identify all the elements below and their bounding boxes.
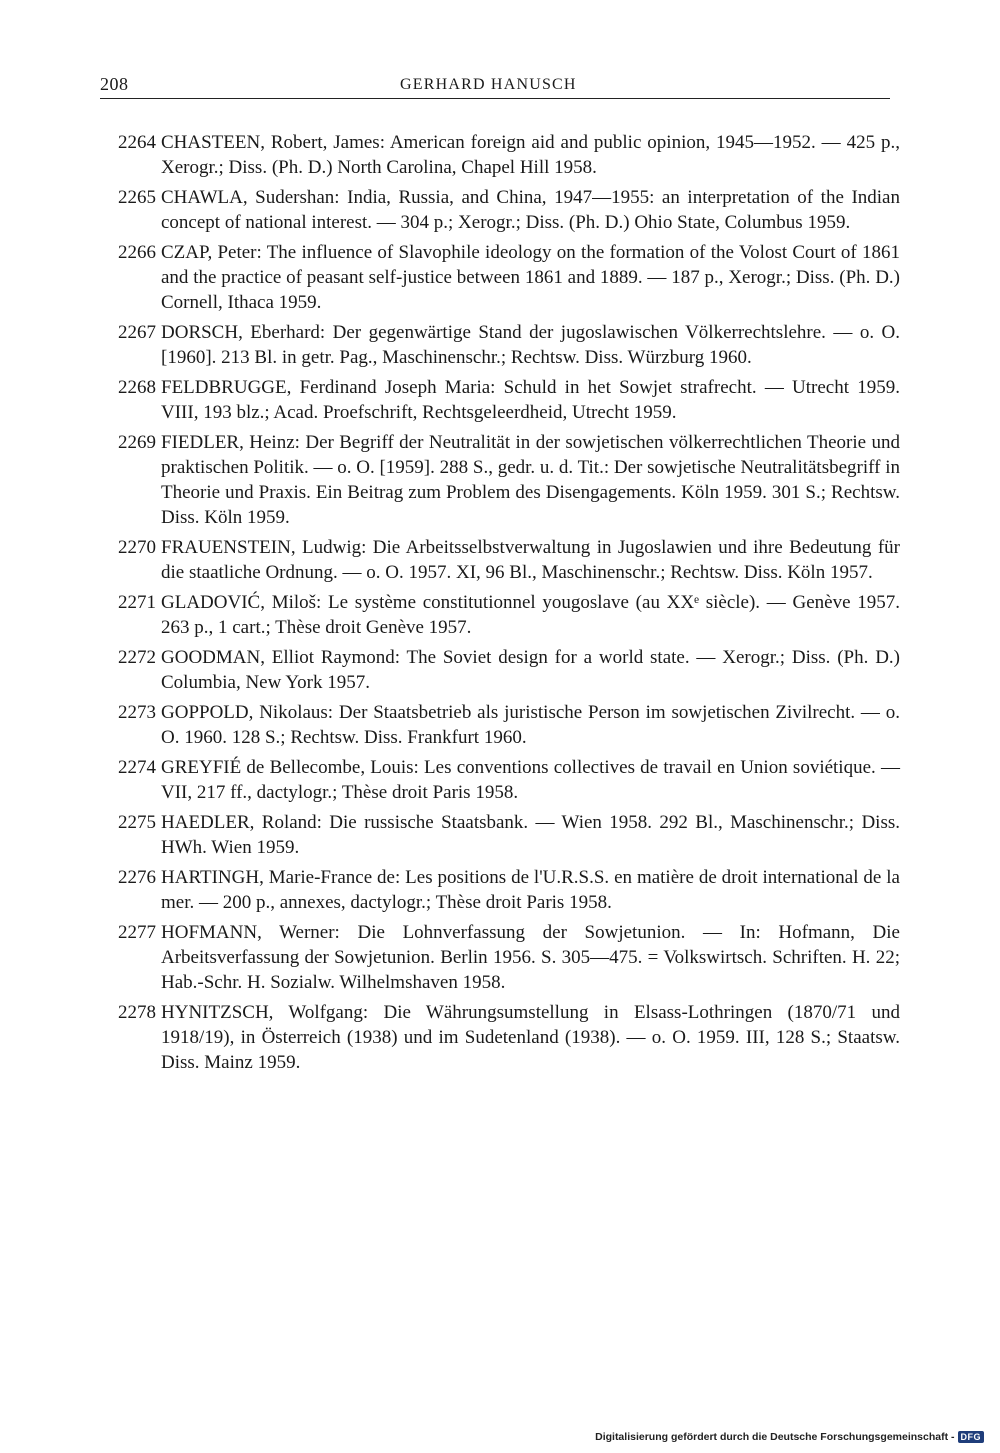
entry-text: DORSCH, Eberhard: Der gegenwärtige Stand der jugoslawischen Völkerrechtslehre. — o. O. [1960]. 213 Bl. in getr. Pag., Maschinenschr.; Rechtsw. Diss. Würzburg 1960. [161, 322, 900, 368]
entry-number: 2273 [118, 702, 156, 723]
bibliography-entry [100, 590, 900, 640]
entry-number: 2278 [118, 1002, 156, 1023]
entry-number: 2270 [118, 537, 156, 558]
bibliography-entry [100, 810, 900, 860]
bibliography-entry [100, 185, 900, 235]
bibliography-entry [100, 865, 900, 915]
entry-text: GOODMAN, Elliot Raymond: The Soviet design for a world state. — Xerogr.; Diss. (Ph. D.) Columbia, New York 1957. [161, 647, 900, 693]
entry-text: HAEDLER, Roland: Die russische Staatsbank. — Wien 1958. 292 Bl., Maschinenschr.; Diss. HWh. Wien 1959. [161, 812, 900, 858]
bibliography-entry [100, 430, 900, 530]
entry-text: CZAP, Peter: The influence of Slavophile ideology on the formation of the Volost Court of 1861 and the practice of peasant self-justice between 1861 and 1889. — 187 p., Xerogr.; Diss. (Ph. D.) Cornell, Ithaca 1959. [161, 242, 900, 313]
bibliography-entry [100, 535, 900, 585]
entry-number: 2277 [118, 922, 156, 943]
entry-text: HARTINGH, Marie-France de: Les positions de l'U.R.S.S. en matière de droit international de la mer. — 200 p., annexes, dactylogr.; Thèse droit Paris 1958. [161, 867, 900, 913]
entry-text: CHASTEEN, Robert, James: American foreign aid and public opinion, 1945—1952. — 425 p., Xerogr.; Diss. (Ph. D.) North Carolina, Chapel Hill 1958. [161, 132, 900, 178]
entry-number: 2272 [118, 647, 156, 668]
entry-text: CHAWLA, Sudershan: India, Russia, and China, 1947—1955: an interpretation of the Indian concept of national interest. — 304 p.; Xerogr.; Diss. (Ph. D.) Ohio State, Columbus 1959. [161, 187, 900, 233]
entry-text: FRAUENSTEIN, Ludwig: Die Arbeitsselbstverwaltung in Jugoslawien und ihre Bedeutung für die staatliche Ordnung. — o. O. 1957. XI, 96 Bl., Maschinenschr.; Rechtsw. Diss. Köln 1957. [161, 537, 900, 583]
entry-text: HOFMANN, Werner: Die Lohnverfassung der Sowjetunion. — In: Hofmann, Die Arbeitsverfassung der Sowjetunion. Berlin 1956. S. 305—475. = Volkswirtsch. Schriften. H. 22; Hab.-Schr. H. Sozialw. Wilhelmshaven 1958. [161, 922, 900, 993]
entry-text: FIEDLER, Heinz: Der Begriff der Neutralität in der sowjetischen völkerrechtlichen Theorie und praktischen Politik. — o. O. [1959]. 288 S., gedr. u. d. Tit.: Der sowjetische Neutralitätsbegriff in Theorie und Praxis. Ein Beitrag zum Problem des Disengagements. Köln 1959. 301 S.; Rechtsw. Diss. Köln 1959. [161, 432, 900, 528]
bibliography-entry [100, 755, 900, 805]
entry-text: GOPPOLD, Nikolaus: Der Staatsbetrieb als juristische Person im sowjetischen Zivilrecht. — o. O. 1960. 128 S.; Rechtsw. Diss. Frankfurt 1960. [161, 702, 900, 748]
entry-number: 2269 [118, 432, 156, 453]
entry-text: HYNITZSCH, Wolfgang: Die Währungsumstellung in Elsass-Lothringen (1870/71 und 1918/19), in Österreich (1938) und im Sudetenland (1938). — o. O. 1959. III, 128 S.; Staatsw. Diss. Mainz 1959. [161, 1002, 900, 1073]
digitization-credit [595, 1431, 984, 1443]
entry-number: 2264 [118, 132, 156, 153]
bibliography-entry [100, 1000, 900, 1075]
entry-text: FELDBRUGGE, Ferdinand Joseph Maria: Schuld in het Sowjet strafrecht. — Utrecht 1959. VIII, 193 blz.; Acad. Proefschrift, Rechtsgeleerdheid, Utrecht 1959. [161, 377, 900, 423]
running-head: GERHARD HANUSCH [400, 76, 577, 93]
entry-number: 2274 [118, 757, 156, 778]
bibliography-entry [100, 240, 900, 315]
credit-text: Digitalisierung gefördert durch die Deutsche Forschungsgemeinschaft - [595, 1431, 955, 1443]
entry-number: 2267 [118, 322, 156, 343]
entry-number: 2266 [118, 242, 156, 263]
entry-number: 2268 [118, 377, 156, 398]
bibliography-list [100, 130, 900, 1080]
bibliography-entry [100, 645, 900, 695]
dfg-logo: DFG [958, 1431, 985, 1443]
entry-number: 2276 [118, 867, 156, 888]
entry-number: 2275 [118, 812, 156, 833]
page-number: 208 [100, 74, 129, 94]
page-header [100, 74, 890, 99]
bibliography-entry [100, 700, 900, 750]
bibliography-entry [100, 130, 900, 180]
entry-text: GLADOVIĆ, Miloš: Le système constitutionnel yougoslave (au XXᵉ siècle). — Genève 1957. 263 p., 1 cart.; Thèse droit Genève 1957. [161, 592, 900, 638]
entry-number: 2271 [118, 592, 156, 613]
bibliography-entry [100, 320, 900, 370]
bibliography-entry [100, 375, 900, 425]
bibliography-entry [100, 920, 900, 995]
entry-number: 2265 [118, 187, 156, 208]
entry-text: GREYFIÉ de Bellecombe, Louis: Les conventions collectives de travail en Union soviétique. — VII, 217 ff., dactylogr.; Thèse droit Paris 1958. [161, 757, 900, 803]
